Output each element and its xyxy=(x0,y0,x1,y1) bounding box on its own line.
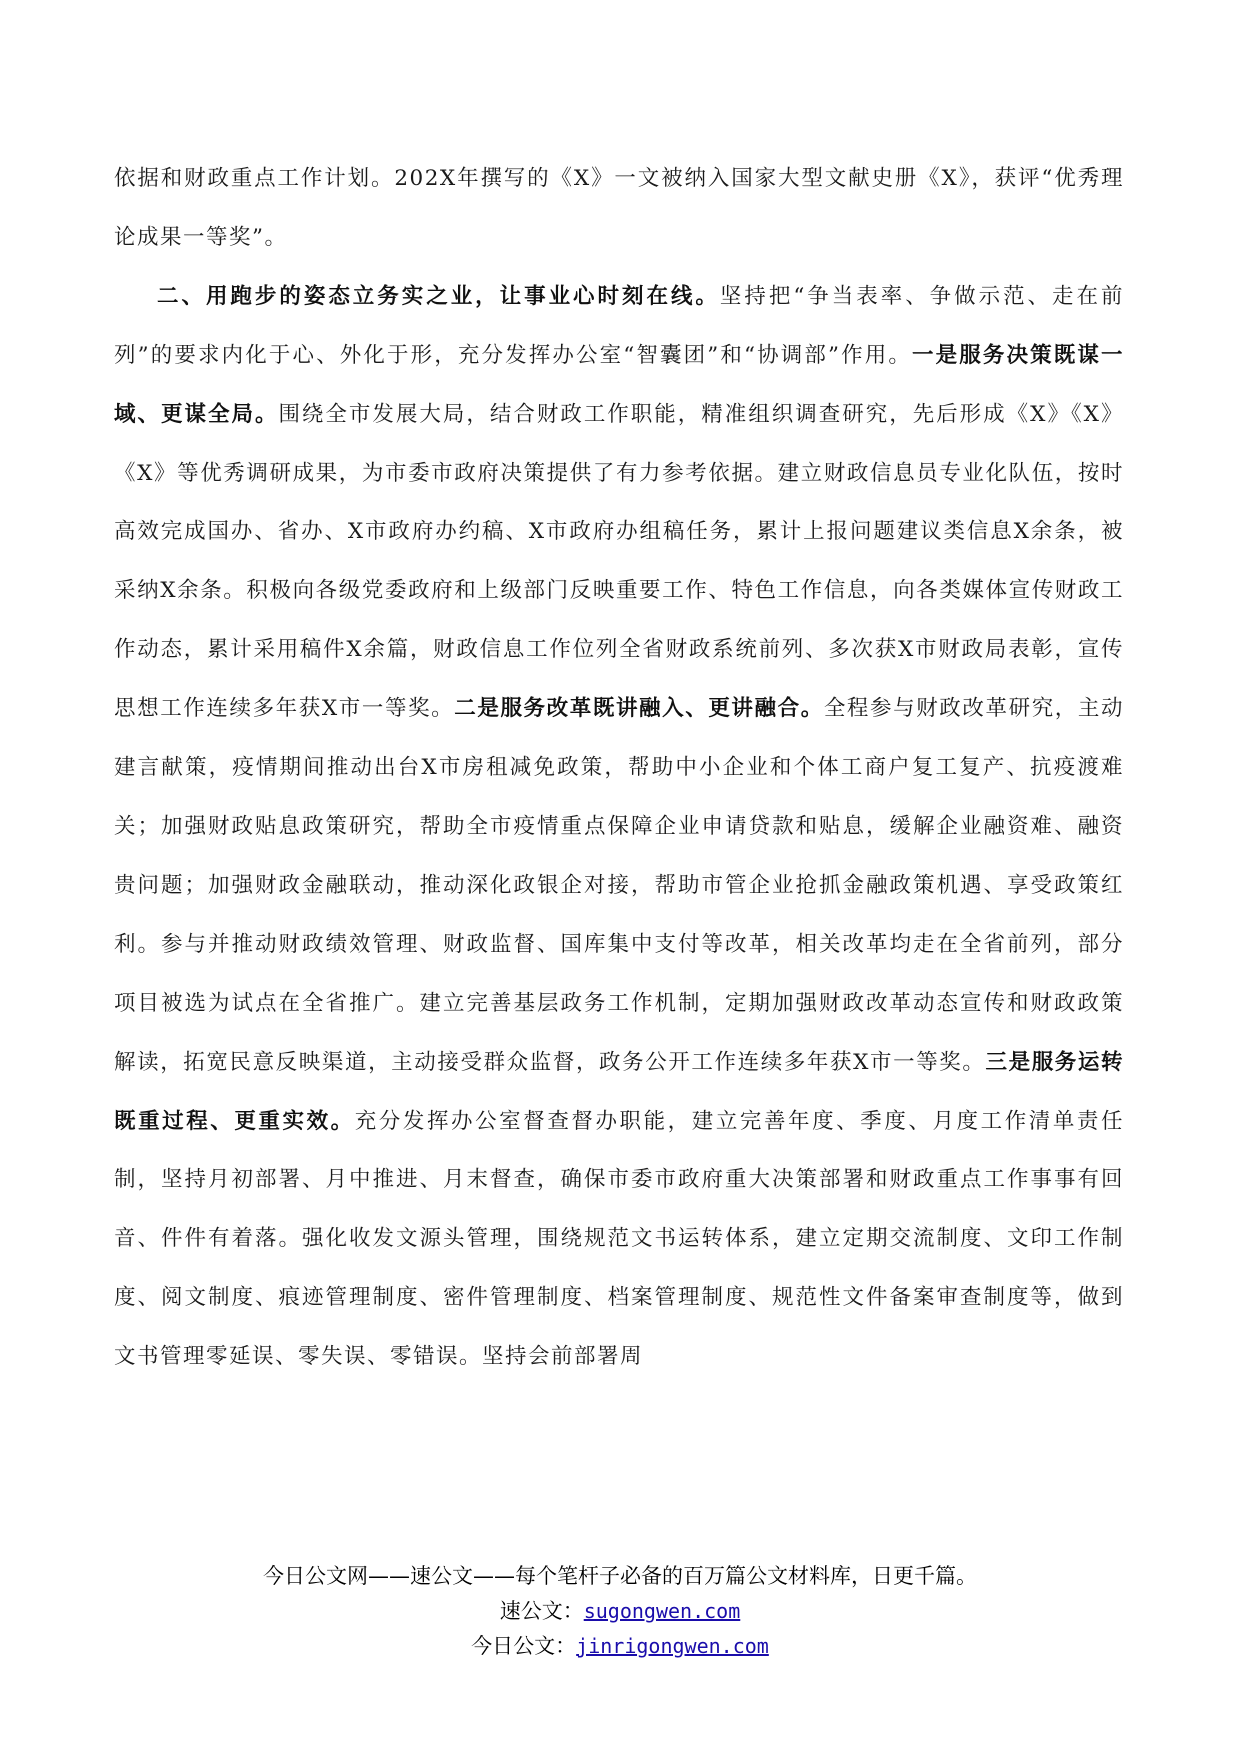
jinrigongwen-link[interactable]: jinrigongwen.com xyxy=(576,1634,769,1658)
paragraph-heading: 二是服务改革既讲融入、更讲融合。 xyxy=(454,696,824,722)
paragraph xyxy=(114,268,1124,1387)
footer-label-jinrigongwen: 今日公文： xyxy=(471,1634,577,1658)
paragraph-heading: 二、用跑步的姿态立务实之业，让事业心时刻在线。 xyxy=(157,283,720,309)
footer-banner xyxy=(0,1560,1240,1590)
paragraph-text: 依据和财政重点工作计划。202X年撰写的《X》一文被纳入国家大型文献史册《X》，获评“优秀理论成果一等奖”。 xyxy=(114,166,1124,250)
sugongwen-link[interactable]: sugongwen.com xyxy=(583,1599,741,1623)
paragraph-heading: 一是服务决策既谋一域、更谋全局。 xyxy=(114,342,1124,427)
document-body xyxy=(114,150,1124,1387)
paragraph-text: 围绕全市发展大局，结合财政工作职能，精准组织调查研究，先后形成《X》《X》《X》等优秀调研成果，为市委市政府决策提供了有力参考依据。建立财政信息员专业化队伍，按时高效完成国办、省办、X市政府办约稿、X市政府办组稿任务，累计上报问题建议类信息X余条，被采纳X余条。积极向各级党委政府和上级部门反映重要工作、特色工作信息，向各类媒体宣传财政工作动态，累计采用稿件X余篇，财政信息工作位列全省财政系统前列、多次获X市财政局表彰，宣传思想工作连续多年获X市一等奖。 xyxy=(114,401,1124,722)
paragraph-text: 全程参与财政改革研究，主动建言献策，疫情期间推动出台X市房租减免政策，帮助中小企业和个体工商户复工复产、抗疫渡难关；加强财政贴息政策研究，帮助全市疫情重点保障企业申请贷款和贴息，缓解企业融资难、融资贵问题；加强财政金融联动，推动深化政银企对接，帮助市管企业抢抓金融政策机遇、享受政策红利。参与并推动财政绩效管理、财政监督、国库集中支付等改革，相关改革均走在全省前列，部分项目被选为试点在全省推广。建立完善基层政务工作机制，定期加强财政改革动态宣传和财政政策解读，拓宽民意反映渠道，主动接受群众监督，政务公开工作连续多年获X市一等奖。 xyxy=(114,696,1124,1075)
footer-label-sugongwen: 速公文： xyxy=(499,1599,584,1623)
paragraph-heading: 三是服务运转既重过程、更重实效。 xyxy=(114,1049,1124,1134)
footer-banner-text: 今日公文网——速公文——每个笔杆子必备的百万篇公文材料库，日更千篇。 xyxy=(263,1564,977,1588)
footer-link-row-jinrigongwen xyxy=(0,1630,1240,1660)
paragraph-text: 充分发挥办公室督查督办职能，建立完善年度、季度、月度工作清单责任制，坚持月初部署、月中推进、月末督查，确保市委市政府重大决策部署和财政重点工作事事有回音、件件有着落。强化收发文源头管理，围绕规范文书运转体系，建立定期交流制度、文印工作制度、阅文制度、痕迹管理制度、密件管理制度、档案管理制度、规范性文件备案审查制度等，做到文书管理零延误、零失误、零错误。坚持会前部署周 xyxy=(114,1108,1124,1370)
paragraph-text: 坚持把“争当表率、争做示范、走在前列”的要求内化于心、外化于形，充分发挥办公室“智囊团”和“协调部”作用。 xyxy=(114,283,1124,368)
paragraph xyxy=(114,150,1124,268)
footer-link-row-sugongwen xyxy=(0,1595,1240,1625)
